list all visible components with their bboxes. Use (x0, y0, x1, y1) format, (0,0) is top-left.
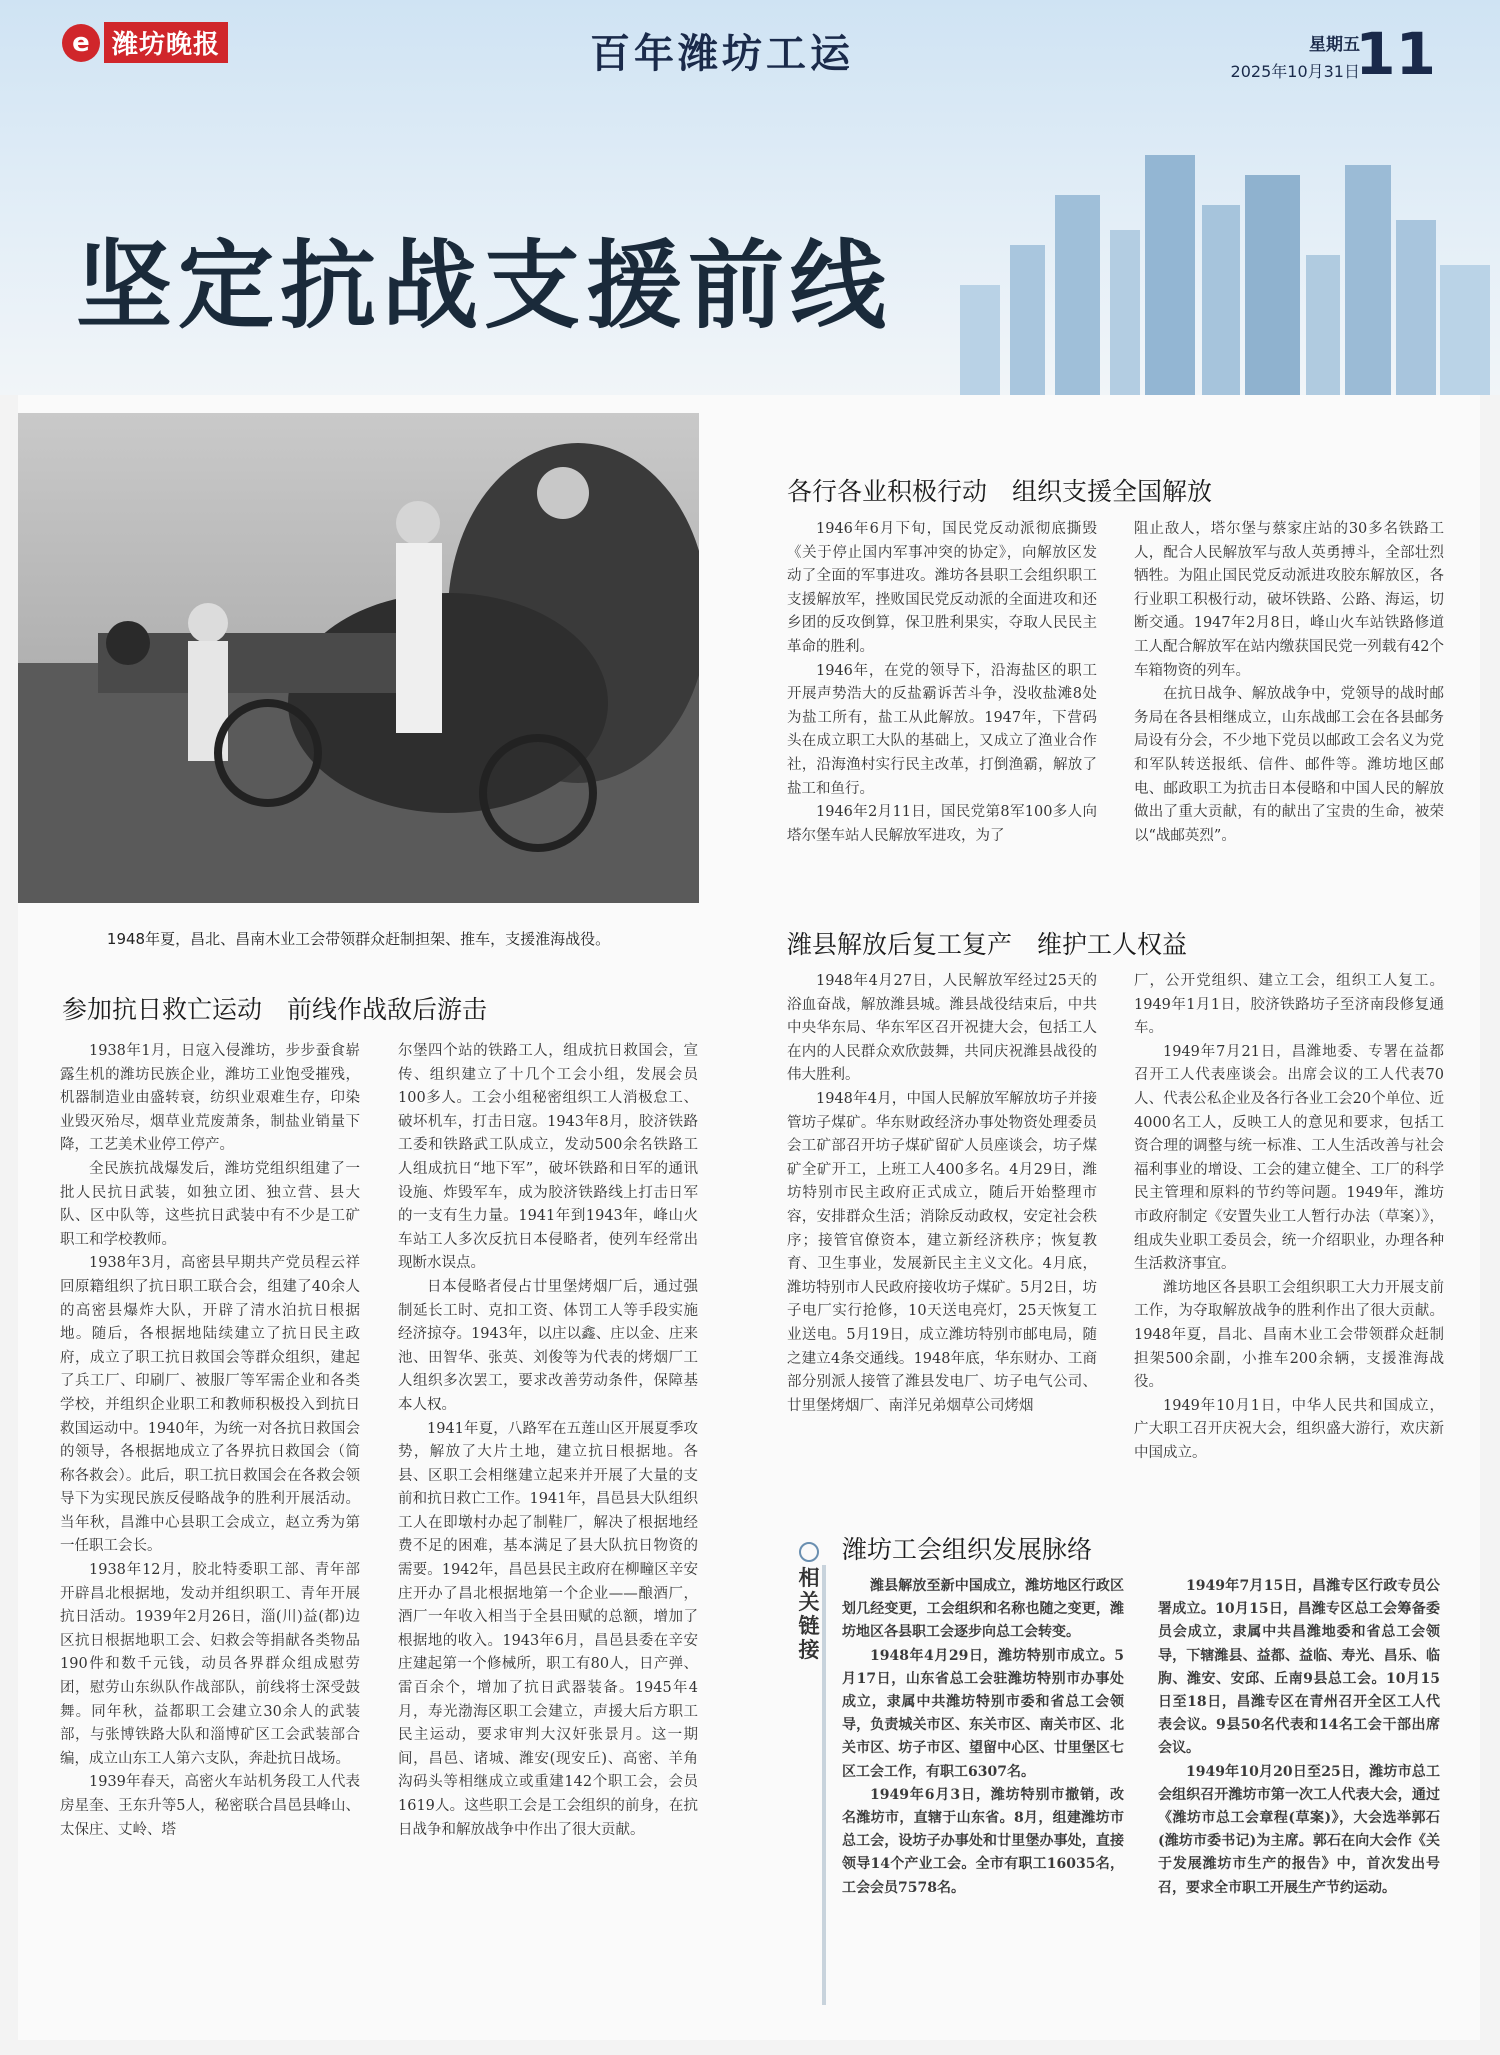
article-column: 1938年1月，日寇入侵潍坊，步步蚕食崭露生机的潍坊民族企业，潍坊工业饱受摧残，机器制造业由盛转衰，纺织业艰难生存，印染业毁灭殆尽，烟草业荒废萧条，制盐业销量下降，工艺美术业停工停产。 全民族抗战爆发后，潍坊党组织组建了一批人民抗日武装，如独立团、独立营、县大队、区中队等，这些抗日武装中有不少是工矿职工和学校教师。 1938年3月，高密县早期共产党员程云祥回原籍组织了抗日职工联合会，组建了40余人的高密县爆炸大队，开辟了清水泊抗日根据地。随后，各根据地陆续建立了抗日民主政府，成立了职工抗日救国会等群众组织，建起了兵工厂、印刷厂、被服厂等军需企业和各类学校，并组织企业职工和教师积极投入到抗日救国运动中。1940年，为统一对各抗日救国会的领导，各根据地成立了各界抗日救国会（简称各救会）。此后，职工抗日救国会在各救会领导下为实现民族反侵略战争的胜利开展活动。当年秋，昌潍中心县职工会成立，赵立秀为第一任职工会长。 1938年12月，胶北特委职工部、青年部开辟昌北根据地，发动并组织职工、青年开展抗日活动。1939年2月26日，淄(川)益(都)边区抗日根据地职工会、妇救会等捐献各类物品190件和数千元钱，动员各界群众组成慰劳团，慰劳山东纵队作战部队，前线将士深受鼓舞。同年秋，益都职工会建立30余人的武装部，与张博铁路大队和淄博矿区工会武装部合编，成立山东工人第六支队，奔赴抗日战场。 1939年春天，高密火车站机务段工人代表房星奎、王东升等5人，秘密联合昌邑县峰山、太保庄、丈岭、塔 (60, 1043, 360, 1838)
article-column: 1948年4月27日，人民解放军经过25天的浴血奋战，解放潍县城。潍县战役结束后，中共中央华东局、华东军区召开祝捷大会，包括工人在内的人民群众欢欣鼓舞，共同庆祝潍县战役的伟大胜利。 1948年4月，中国人民解放军解放坊子并接管坊子煤矿。华东财政经济办事处物资处理委员会工矿部召开坊子煤矿留矿人员座谈会，坊子煤矿全矿开工，上班工人400多名。4月29日，潍坊特别市民主政府正式成立，随后开始整理市容，安排群众生活；消除反动政权，安定社会秩序；接管官僚资本，建立新经济秩序；恢复教育、卫生事业，发展新民主主义文化。4月底，潍坊特别市人民政府接收坊子煤矿。5月2日，坊子电厂实行抢修，10天送电亮灯，25天恢复工业送电。5月19日，成立潍坊特别市邮电局，随之建立4条交通线。1948年底，华东财办、工商部分别派人接管了潍县发电厂、坊子电气公司、廿里堡烤烟厂、南洋兄弟烟草公司烤烟 (787, 973, 1097, 1414)
newspaper-name: 潍坊晚报 (104, 22, 228, 63)
date: 2025年10月31日 (1230, 62, 1360, 81)
related-links-label: 相关链接 (797, 1542, 821, 1662)
circle-icon (799, 1542, 819, 1562)
article-column: 尔堡四个站的铁路工人，组成抗日救国会，宣传、组织建立了十几个工会小组，发展会员100多人。工会小组秘密组织工人消极怠工、破坏机车，打击日寇。1943年8月，胶济铁路工委和铁路武工队成立，发动500余名铁路工人组成抗日“地下军”，破坏铁路和日军的通讯设施、炸毁军车，成为胶济铁路线上打击日军的一支有生力量。1941年到1943年，峰山火车站工人多次反抗日本侵略者，使列车经常出现断水误点。 日本侵略者侵占廿里堡烤烟厂后，通过强制延长工时、克扣工资、体罚工人等手段实施经济掠夺。1943年，以庄以鑫、庄以金、庄来池、田智华、张英、刘俊等为代表的烤烟厂工人组织多次罢工，要求改善劳动条件，保障基本人权。 1941年夏，八路军在五莲山区开展夏季攻势，解放了大片土地，建立抗日根据地。各县、区职工会相继建立起来并开展了大量的支前和抗日救亡工作。1941年，昌邑县大队组织工人在即墩村办起了制鞋厂，解决了根据地经费不足的困难，基本满足了县大队抗日物资的需要。1942年，昌邑县民主政府在柳疃区辛安庄开办了昌北根据地第一个企业——酿酒厂，酒厂一年收入相当于全县田赋的总额，增加了根据地的收入。1943年6月，昌邑县委在辛安庄建起第一个修械所，职工有80人，日产弹、雷百余个，增加了抗日武器装备。1945年4月，寿光渤海区职工会建立，声援大后方职工民主运动，要求审判大汉奸张景月。这一期间，昌邑、诸城、潍安(现安丘)、高密、羊角沟码头等相继成立或重建142个职工会，会员1619人。这些职工会是工会组织的前身，在抗日战争和解放战争中作出了很大贡献。 (398, 1043, 698, 1838)
historical-photo (18, 413, 699, 903)
photo-caption: 1948年夏，昌北、昌南木业工会带领群众赶制担架、推车，支援淮海战役。 (106, 930, 611, 948)
related-heading: 潍坊工会组织发展脉络 (842, 1535, 1093, 1564)
related-column: 潍县解放至新中国成立，潍坊地区行政区划几经变更，工会组织和名称也随之变更，潍坊地区各县职工会逐步向总工会转变。 1948年4月29日，潍坊特别市成立。5月17日，山东省总工会驻潍坊特别市办事处成立，隶属中共潍坊特别市委和省总工会领导，负责城关市区、东关市区、南关市区、北关市区、坊子市区、望留中心区、廿里堡区七区工会工作，有职工6307名。 1949年6月3日，潍坊特别市撤销，改名潍坊市，直辖于山东省。8月，组建潍坊市总工会，设坊子办事处和廿里堡办事处，直接领导14个产业工会。全市有职工16035名，工会会员7578名。 (842, 1578, 1124, 1896)
newspaper-logo (62, 22, 228, 63)
related-column: 1949年7月15日，昌潍专区行政专员公署成立。10月15日，昌潍专区总工会筹备委员会成立，隶属中共昌潍地委和省总工会领导，下辖潍县、益都、益临、寿光、昌乐、临朐、潍安、安邱、丘南9县总工会。10月15日至18日，昌潍专区在青州召开全区工人代表会议。9县50名代表和14名工会干部出席会议。 1949年10月20日至25日，潍坊市总工会组织召开潍坊市第一次工人代表大会，通过《潍坊市总工会章程(草案)》，大会选举郭石(潍坊市委书记)为主席。郭石在向大会作《关于发展潍坊市生产的报告》中，首次发出号召，要求全市职工开展生产节约运动。 (1158, 1578, 1440, 1896)
article-column: 1946年6月下旬，国民党反动派彻底撕毁《关于停止国内军事冲突的协定》，向解放区发动了全面的军事进攻。潍坊各县职工会组织职工支援解放军，挫败国民党反动派的全面进攻和还乡团的反攻倒算，保卫胜利果实，夺取人民民主革命的胜利。 1946年，在党的领导下，沿海盐区的职工开展声势浩大的反盐霸诉苦斗争，没收盐滩8处为盐工所有，盐工从此解放。1947年，下营码头在成立职工大队的基础上，又成立了渔业合作社，沿海渔村实行民主改革，打倒渔霸，解放了盐工和鱼行。 1946年2月11日，国民党第8军100多人向塔尔堡车站人民解放军进攻，为了 (787, 521, 1097, 844)
header-banner (0, 0, 1500, 395)
article-heading: 各行各业积极行动 组织支援全国解放 (787, 477, 1213, 506)
article-heading: 参加抗日救亡运动 前线作战敌后游击 (62, 995, 488, 1024)
related-divider (822, 1565, 826, 2005)
article-heading: 潍县解放后复工复产 维护工人权益 (787, 930, 1188, 959)
article-column: 厂，公开党组织、建立工会，组织工人复工。1949年1月1日，胶济铁路坊子至济南段修复通车。 1949年7月21日，昌潍地委、专署在益都召开工人代表座谈会。出席会议的工人代表70人、代表公私企业及各行各业工会20个单位、近4000名工人，反映工人的意见和要求，包括工资合理的调整与统一标准、工人生活改善与社会福利事业的增设、工会的建立健全、工厂的科学民主管理和原料的节约等问题。1949年，潍坊市政府制定《安置失业工人暂行办法（草案）》，组成失业职工委员会，统一介绍职业，办理各种生活救济事宜。 潍坊地区各县职工会组织职工大力开展支前工作，为夺取解放战争的胜利作出了很大贡献。1948年夏，昌北、昌南木业工会带领群众赶制担架500余副，小推车200余辆，支援淮海战役。 1949年10月1日，中华人民共和国成立，广大职工召开庆祝大会，组织盛大游行，欢庆新中国成立。 (1134, 973, 1444, 1461)
logo-icon: e (62, 24, 100, 62)
page-number: 11 (1355, 20, 1436, 88)
page-headline: 坚定抗战支援前线 (76, 230, 892, 342)
issue-date (1231, 30, 1360, 82)
article-column: 阻止敌人，塔尔堡与蔡家庄站的30多名铁路工人，配合人民解放军与敌人英勇搏斗，全部壮烈牺牲。为阻止国民党反动派进攻胶东解放区，各行业职工积极行动，破坏铁路、公路、海运，切断交通。1947年2月8日，峰山火车站铁路修道工人配合解放军在站内缴获国民党一列载有42个车箱物资的列车。 在抗日战争、解放战争中，党领导的战时邮务局在各县相继成立，山东战邮工会在各县邮务局设有分会，不少地下党员以邮政工会名义为党和军队转送报纸、信件、邮件等。潍坊地区邮电、邮政职工为抗击日本侵略和中国人民的解放做出了重大贡献，有的献出了宝贵的生命，被荣以“战邮英烈”。 (1134, 521, 1444, 844)
photo-illustration (18, 413, 699, 903)
section-title: 百年潍坊工运 (590, 31, 854, 77)
weekday: 星期五 (1309, 35, 1360, 55)
city-skyline-illustration (940, 135, 1500, 395)
